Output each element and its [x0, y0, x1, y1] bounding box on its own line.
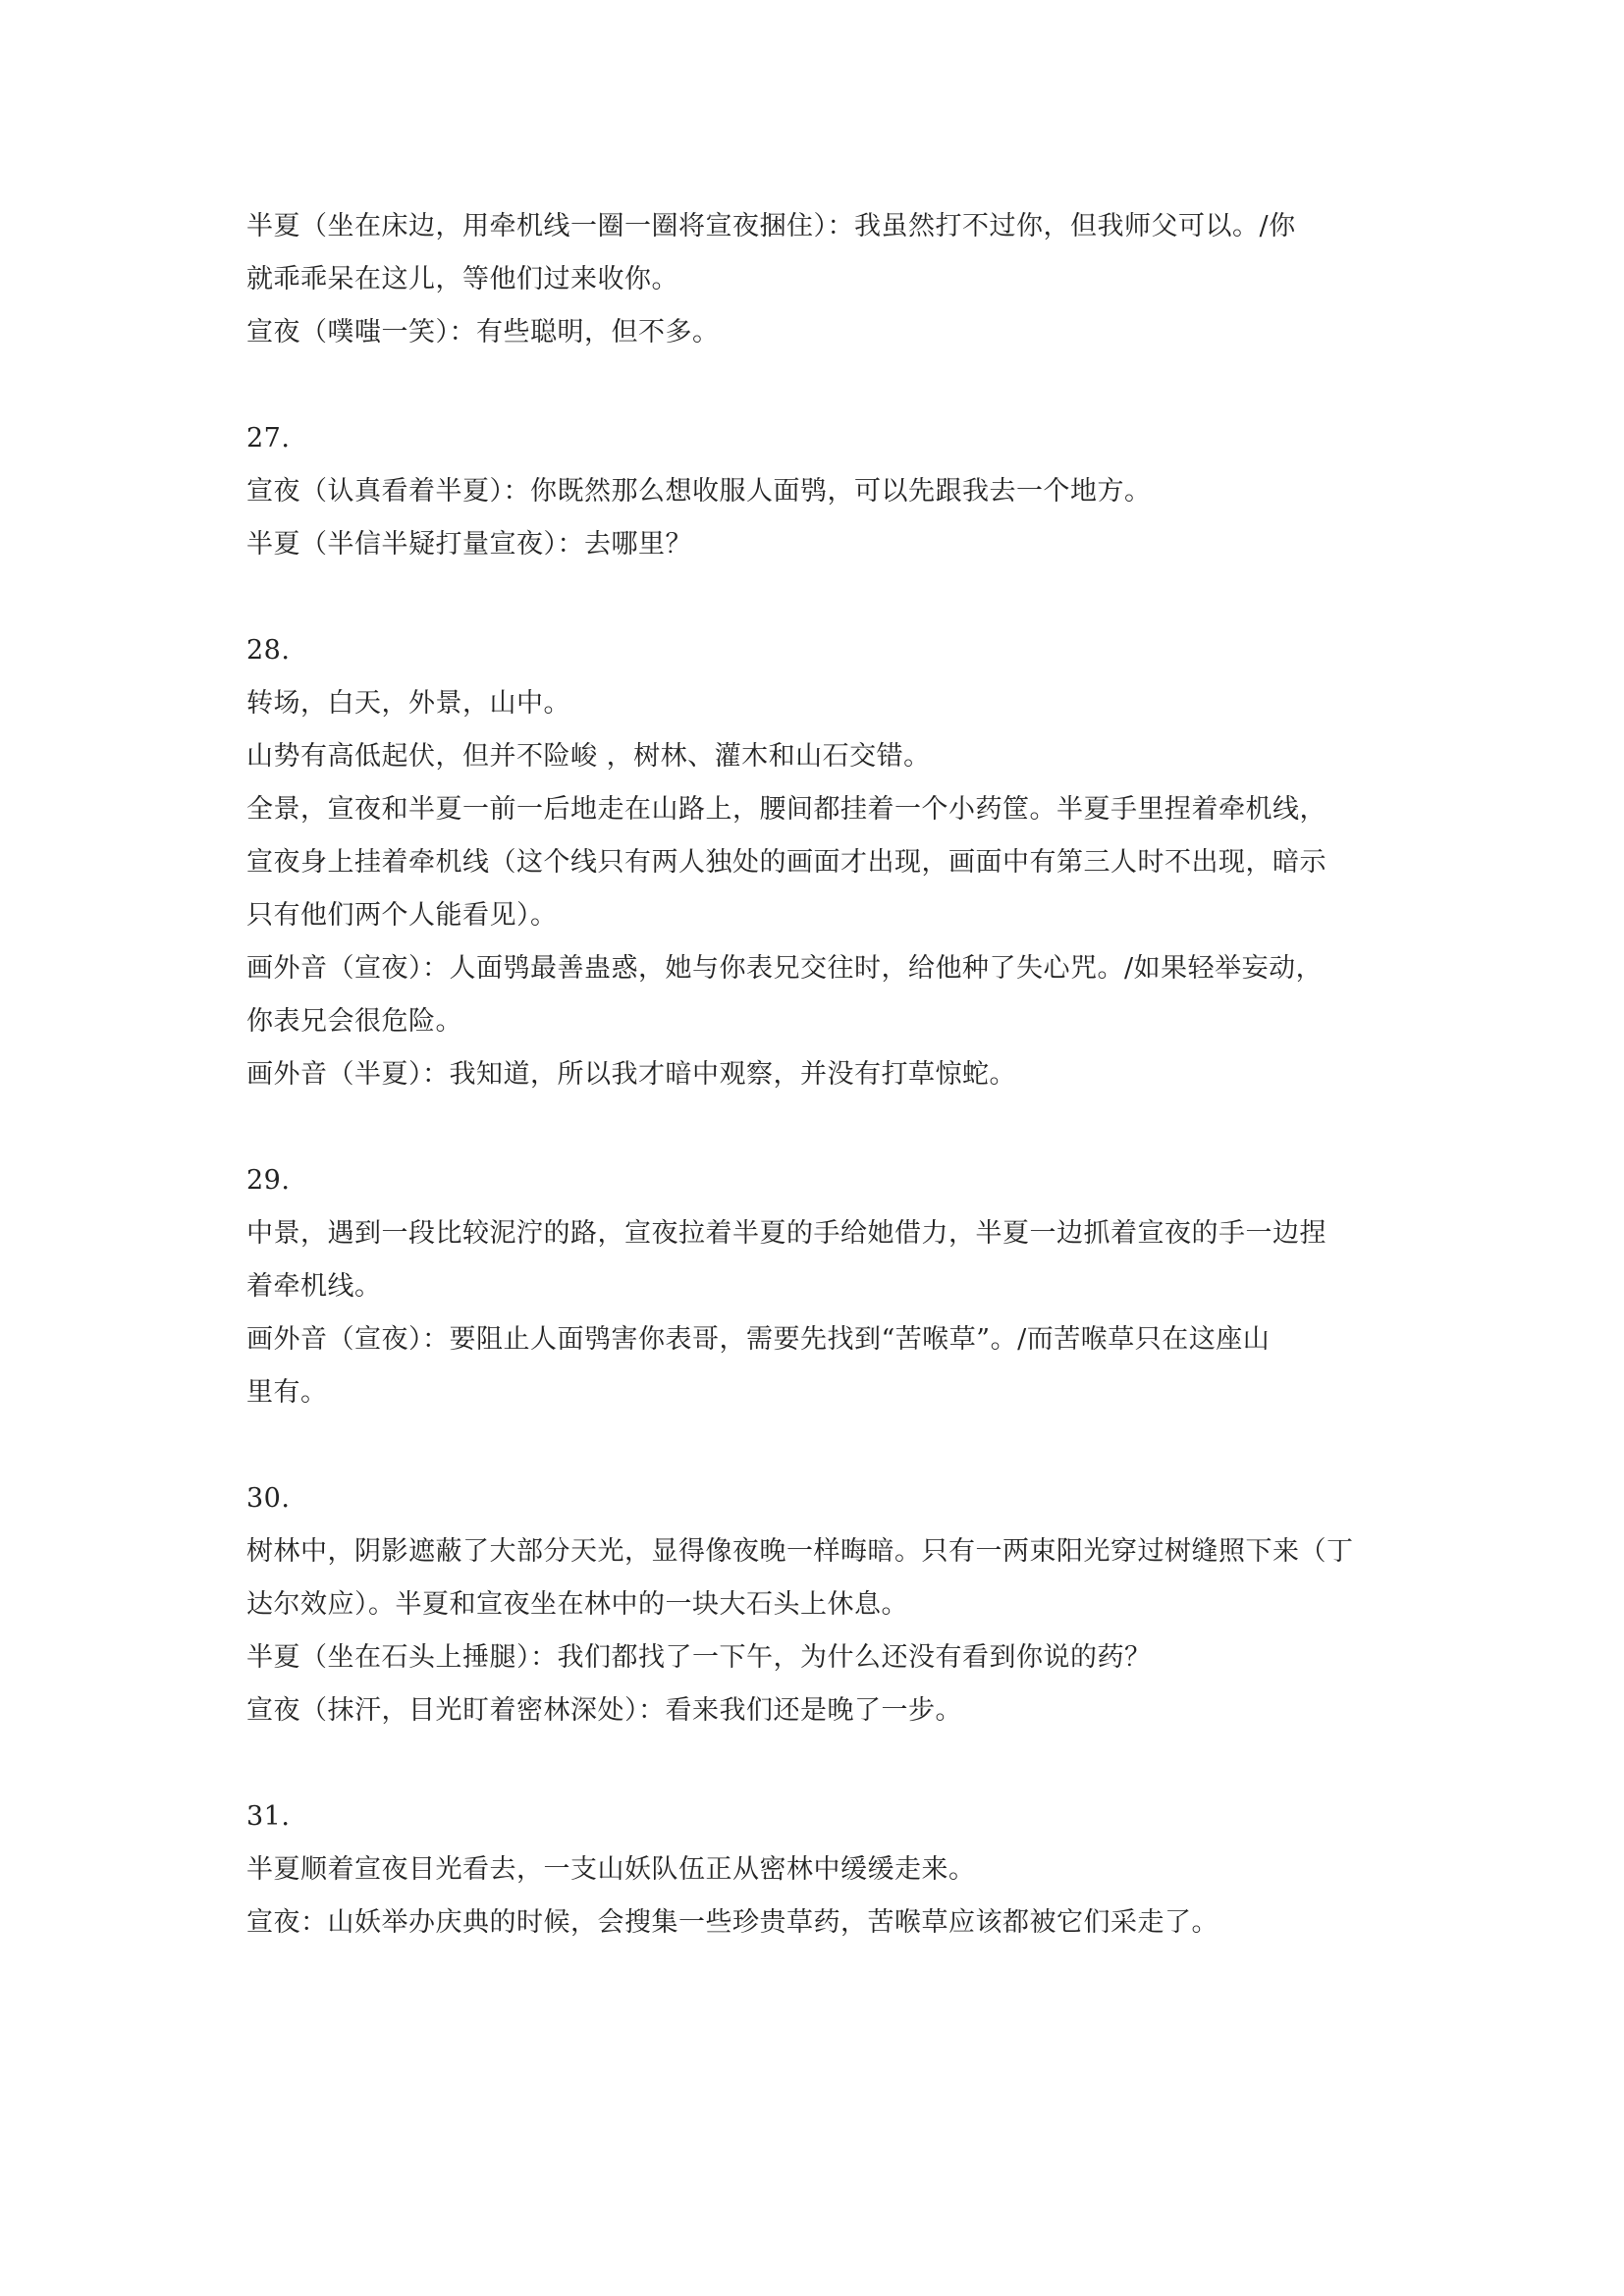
blank-line: [246, 359, 1385, 412]
text-line: 宣夜（抹汗，目光盯着密林深处）：看来我们还是晚了一步。: [246, 1695, 962, 1726]
blank-line: [246, 571, 1385, 624]
scene-number: 27.: [246, 423, 291, 454]
text-line: 你表兄会很危险。: [246, 1006, 462, 1037]
text-line: 达尔效应）。半夏和宣夜坐在林中的一块大石头上休息。: [246, 1589, 908, 1620]
text-line: 画外音（半夏）：我知道，所以我才暗中观察，并没有打草惊蛇。: [246, 1059, 1016, 1090]
text-line: 半夏（半信半疑打量宣夜）：去哪里？: [246, 529, 692, 560]
text-line: 画外音（宣夜）：要阻止人面鸮害你表哥，需要先找到“苦喉草”。/而苦喉草只在这座山: [246, 1324, 1271, 1355]
text-line: 只有他们两个人能看见）。: [246, 900, 558, 931]
text-line: 转场，白天，外景，山中。: [246, 688, 570, 719]
scene-number: 28.: [246, 635, 291, 666]
text-line: 宣夜身上挂着牵机线（这个线只有两人独处的画面才出现，画面中有第三人时不出现，暗示: [246, 847, 1326, 878]
text-line: 宣夜（噗嗤一笑）：有些聪明，但不多。: [246, 317, 720, 347]
text-line: 画外音（宣夜）：人面鸮最善蛊惑，她与你表兄交往时，给他种了失心咒。/如果轻举妄动，: [246, 953, 1324, 984]
text-line: 半夏顺着宣夜目光看去，一支山妖队伍正从密林中缓缓走来。: [246, 1854, 976, 1885]
blank-line: [246, 1737, 1385, 1790]
scene-number: 30.: [246, 1483, 291, 1514]
script-page: [246, 200, 1385, 1949]
text-line: 中景，遇到一段比较泥泞的路，宣夜拉着半夏的手给她借力，半夏一边抓着宣夜的手一边捏: [246, 1218, 1326, 1249]
blank-line: [246, 1419, 1385, 1472]
text-line: 宣夜（认真看着半夏）：你既然那么想收服人面鸮，可以先跟我去一个地方。: [246, 476, 1152, 507]
text-line: 里有。: [246, 1377, 328, 1408]
blank-line: [246, 1101, 1385, 1154]
scene-number: 31.: [246, 1801, 291, 1832]
text-line: 宣夜：山妖举办庆典的时候，会搜集一些珍贵草药，苦喉草应该都被它们采走了。: [246, 1907, 1218, 1938]
text-line: 就乖乖呆在这儿，等他们过来收你。: [246, 264, 678, 294]
text-line: 树林中，阴影遮蔽了大部分天光，显得像夜晚一样晦暗。只有一两束阳光穿过树缝照下来（丁: [246, 1536, 1354, 1567]
text-line: 着牵机线。: [246, 1271, 382, 1302]
text-line: 半夏（坐在床边，用牵机线一圈一圈将宣夜捆住）：我虽然打不过你，但我师父可以。/你: [246, 211, 1296, 241]
text-line: 全景，宣夜和半夏一前一后地走在山路上，腰间都挂着一个小药筐。半夏手里捏着牵机线，: [246, 794, 1326, 825]
text-line: 半夏（坐在石头上捶腿）：我们都找了一下午，为什么还没有看到你说的药？: [246, 1642, 1152, 1673]
text-line: 山势有高低起伏，但并不险峻 ，树林、灌木和山石交错。: [246, 741, 931, 772]
scene-number: 29.: [246, 1165, 291, 1196]
